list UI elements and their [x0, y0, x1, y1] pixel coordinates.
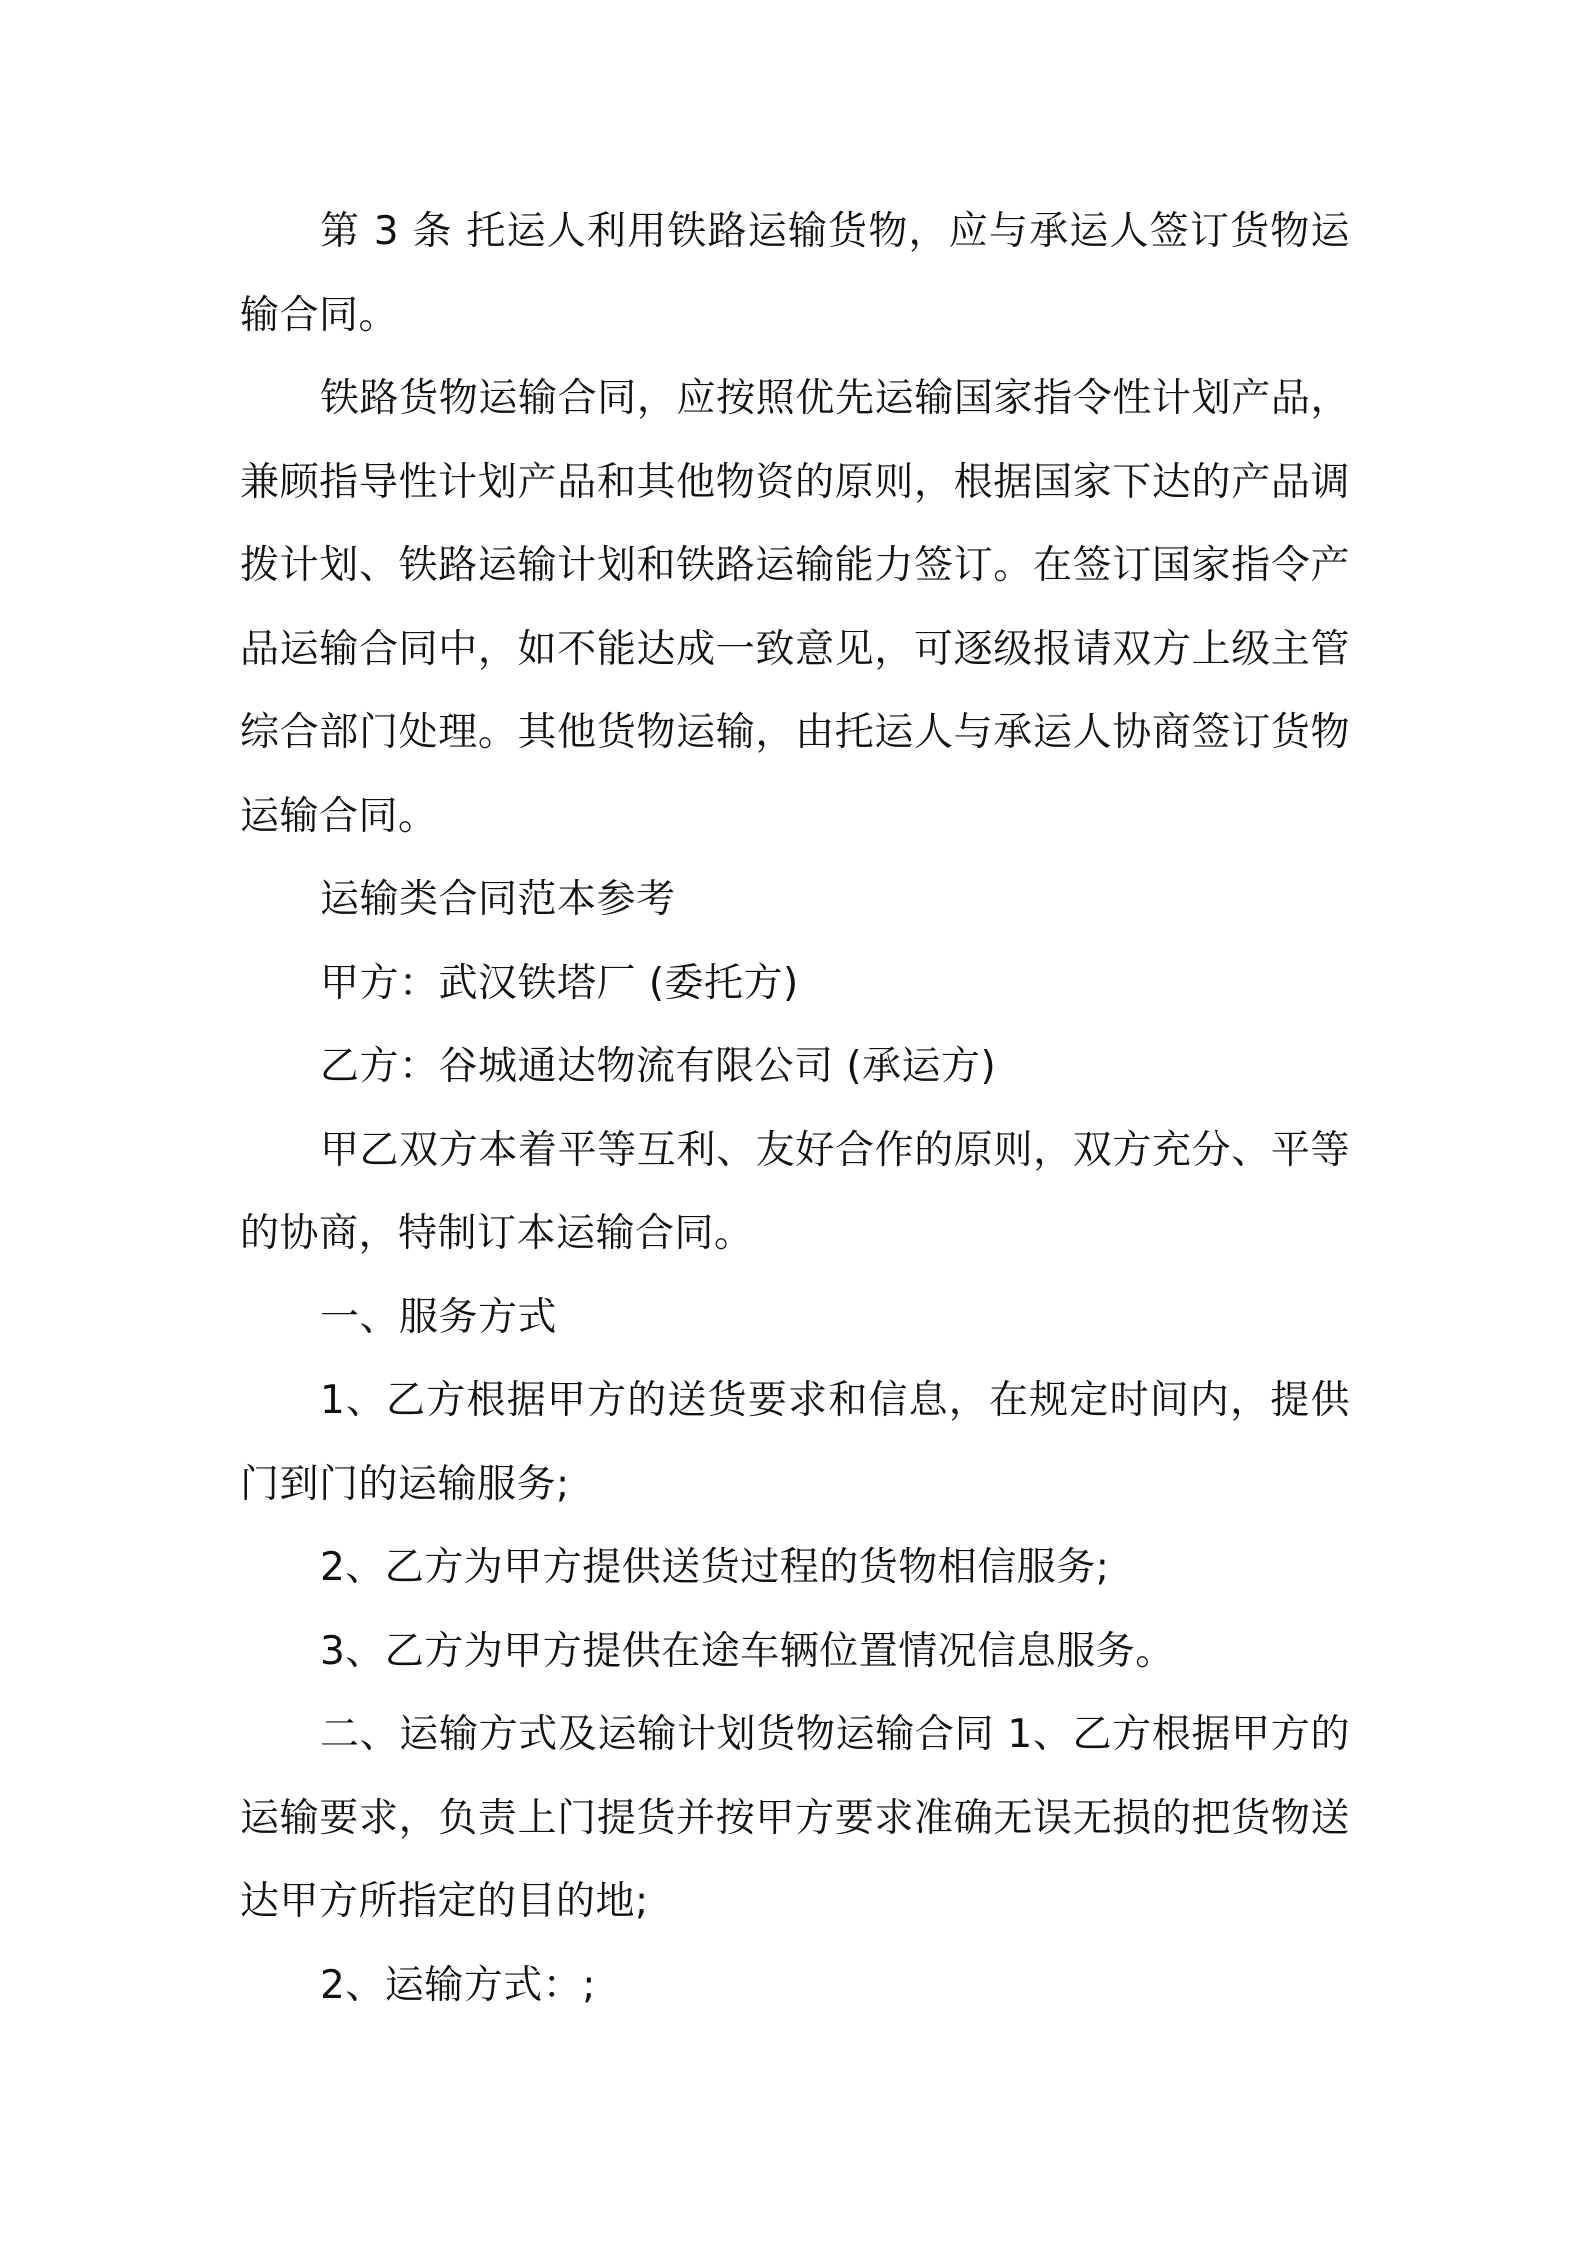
- list-item-transport-2: 2、运输方式：;: [319, 1962, 596, 2008]
- section-heading-service-mode: 一、服务方式: [319, 1294, 557, 1340]
- paragraph-party-b: 乙方：谷城通达物流有限公司 (承运方): [319, 1044, 997, 1089]
- paragraph-article-3: 第 3 条 托运人利用铁路运输货物，应与承运人签订货物运输合同。: [240, 209, 1350, 338]
- list-item-service-3: 3、乙方为甲方提供在途车辆位置情况信息服务。: [319, 1628, 1175, 1674]
- list-item-service-1: 1、乙方根据甲方的送货要求和信息，在规定时间内，提供门到门的运输服务;: [240, 1378, 1350, 1507]
- paragraph-template-heading: 运输类合同范本参考: [319, 877, 676, 922]
- paragraph-party-a: 甲方：武汉铁塔厂 (委托方): [319, 960, 799, 1006]
- paragraph-preamble: 甲乙双方本着平等互利、友好合作的原则，双方充分、平等的协商，特制订本运输合同。: [240, 1127, 1350, 1256]
- document-body: [240, 190, 1350, 2027]
- section-heading-transport-mode: 二、运输方式及运输计划货物运输合同 1、乙方根据甲方的运输要求，负责上门提货并按甲方要求准确无误无损的把货物送达甲方所指定的目的地;: [240, 1712, 1350, 1924]
- list-item-service-2: 2、乙方为甲方提供送货过程的货物相信服务;: [319, 1545, 1110, 1590]
- paragraph-railway-contract: 铁路货物运输合同，应按照优先运输国家指令性计划产品，兼顾指导性计划产品和其他物资的原则，根据国家下达的产品调拨计划、铁路运输计划和铁路运输能力签订。在签订国家指令产品运输合同中，如不能达成一致意见，可逐级报请双方上级主管综合部门处理。其他货物运输，由托运人与承运人协商签订货物运输合同。: [240, 376, 1350, 839]
